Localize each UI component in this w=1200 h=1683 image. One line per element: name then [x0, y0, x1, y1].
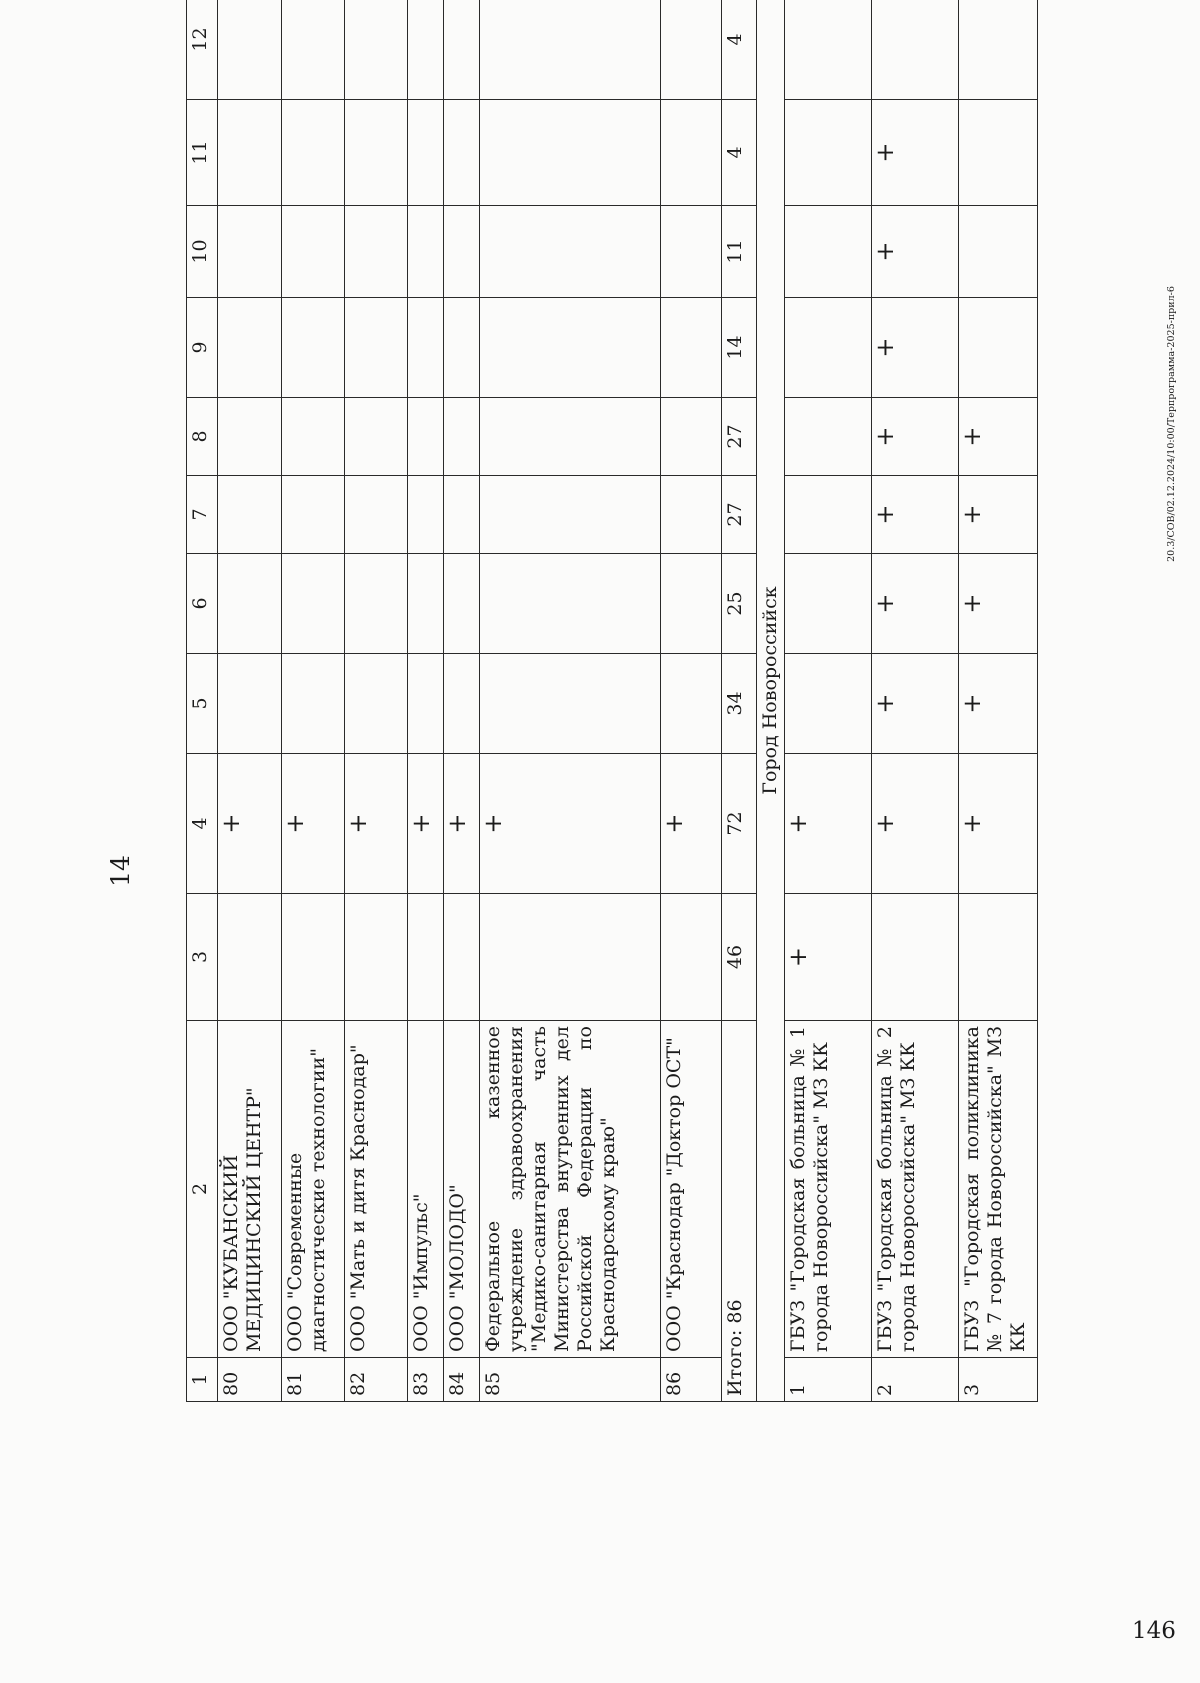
header-row [187, 0, 218, 1402]
header-cell: 9 [187, 298, 218, 398]
row-number: 84 [444, 1358, 480, 1402]
plus-mark: + [959, 398, 1038, 476]
total-value: 14 [722, 298, 757, 398]
row-name: ГБУЗ "Городская больница № 2 города Новороссийска" МЗ КК [872, 1021, 959, 1358]
header-cell: 4 [187, 754, 218, 894]
header-cell: 2 [187, 1021, 218, 1358]
header-cell: 8 [187, 398, 218, 476]
plus-mark: + [480, 754, 661, 894]
plus-mark: + [282, 754, 345, 894]
row-name: ООО "Краснодар "Доктор ОСТ" [661, 1021, 722, 1358]
plus-mark: + [872, 100, 959, 206]
total-value: 4 [722, 100, 757, 206]
plus-mark: + [959, 476, 1038, 554]
row-number: 86 [661, 1358, 722, 1402]
row-name: Федеральное казенное учреждение здравоохранения "Медико-санитарная часть Министерства внутренних дел Российской Федерации по Краснодарскому краю" [480, 1021, 661, 1358]
document-code: 20.3/СОВ/02.12.2024/10:00/Терпрограмма-2025-прил-6 [1166, 286, 1177, 562]
table-row [480, 0, 661, 1402]
plus-mark: + [959, 654, 1038, 754]
total-value: 27 [722, 476, 757, 554]
page-number-bottom: 146 [1132, 1618, 1176, 1644]
row-name: ООО "Мать и дитя Краснодар" [345, 1021, 408, 1358]
header-cell: 10 [187, 206, 218, 298]
table-row [872, 0, 959, 1402]
row-number: 1 [785, 1358, 872, 1402]
row-number: 85 [480, 1358, 661, 1402]
table-row [345, 0, 408, 1402]
row-number: 3 [959, 1358, 1038, 1402]
plus-mark: + [872, 298, 959, 398]
table-row [218, 0, 282, 1402]
row-name: ООО "КУБАНСКИЙ МЕДИЦИНСКИЙ ЦЕНТР" [218, 1021, 282, 1358]
total-value: 25 [722, 554, 757, 654]
row-number: 82 [345, 1358, 408, 1402]
total-value: 46 [722, 894, 757, 1021]
header-cell: 12 [187, 0, 218, 100]
header-cell: 11 [187, 100, 218, 206]
plus-mark: + [444, 754, 480, 894]
table-row [661, 0, 722, 1402]
total-value: 11 [722, 206, 757, 298]
plus-mark: + [872, 754, 959, 894]
header-cell: 7 [187, 476, 218, 554]
row-name: ООО "Импульс" [408, 1021, 444, 1358]
plus-mark: + [959, 754, 1038, 894]
page-number-top: 14 [106, 855, 135, 887]
plus-mark: + [345, 754, 408, 894]
table-row [408, 0, 444, 1402]
section-title: Город Новороссийск [757, 0, 785, 1402]
plus-mark: + [872, 476, 959, 554]
row-name: ГБУЗ "Городская поликлиника № 7 города Новороссийска" МЗ КК [959, 1021, 1038, 1358]
table-row [444, 0, 480, 1402]
plus-mark: + [785, 894, 872, 1021]
row-name: ООО "МОЛОДО" [444, 1021, 480, 1358]
total-row [722, 0, 757, 1402]
plus-mark: + [959, 554, 1038, 654]
total-value: 27 [722, 398, 757, 476]
header-cell: 5 [187, 654, 218, 754]
header-cell: 3 [187, 894, 218, 1021]
table-row [785, 0, 872, 1402]
rotated-table [186, 27, 1087, 1402]
section-row [757, 0, 785, 1402]
total-value: 4 [722, 0, 757, 100]
table-row [959, 0, 1038, 1402]
total-value: 34 [722, 654, 757, 754]
plus-mark: + [872, 554, 959, 654]
row-number: 81 [282, 1358, 345, 1402]
plus-mark: + [661, 754, 722, 894]
row-number: 83 [408, 1358, 444, 1402]
plus-mark: + [872, 398, 959, 476]
row-number: 2 [872, 1358, 959, 1402]
row-name: ООО "Современные диагностические технологии" [282, 1021, 345, 1358]
header-cell: 6 [187, 554, 218, 654]
plus-mark: + [872, 654, 959, 754]
total-label: Итого: 86 [722, 1021, 757, 1402]
total-value: 72 [722, 754, 757, 894]
facilities-table [186, 0, 1038, 1402]
row-name: ГБУЗ "Городская больница № 1 города Новороссийска" МЗ КК [785, 1021, 872, 1358]
plus-mark: + [408, 754, 444, 894]
table-row [282, 0, 345, 1402]
plus-mark: + [785, 754, 872, 894]
plus-mark: + [218, 754, 282, 894]
header-cell: 1 [187, 1358, 218, 1402]
row-number: 80 [218, 1358, 282, 1402]
plus-mark: + [872, 206, 959, 298]
